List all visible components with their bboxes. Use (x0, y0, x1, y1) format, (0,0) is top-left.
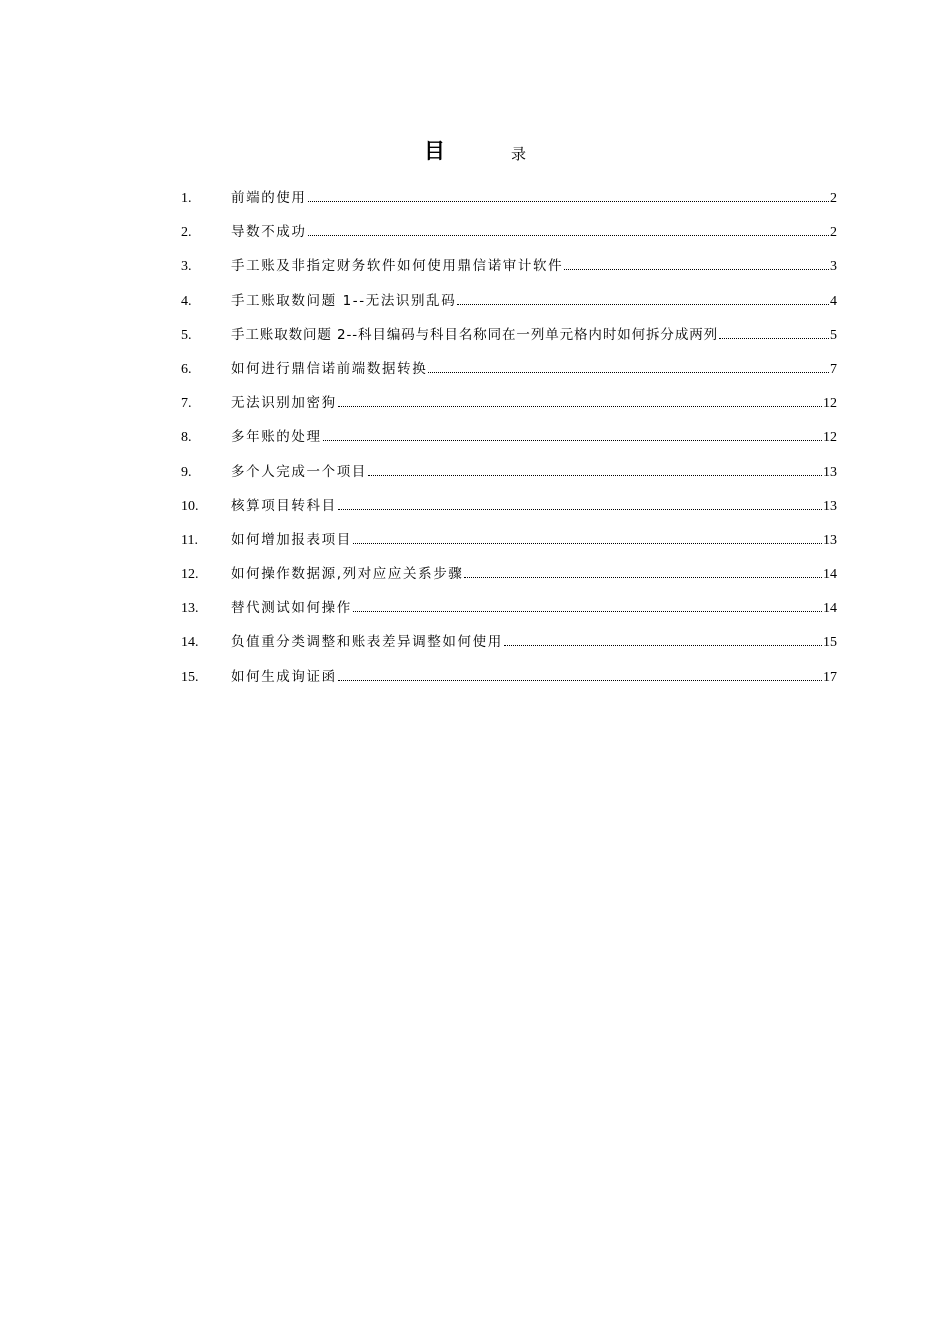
toc-entry-number: 12. (181, 567, 199, 583)
toc-entry-number: 3. (181, 259, 192, 275)
toc-entry-number: 15. (181, 669, 199, 685)
toc-entry-title: 手工账及非指定财务软件如何使用鼎信诺审计软件 (231, 258, 564, 275)
toc-entry-title: 多年账的处理 (231, 429, 322, 446)
toc-dot-leader (457, 304, 829, 305)
toc-dot-leader (368, 475, 822, 476)
toc-entry-number: 8. (181, 430, 192, 446)
toc-entry-page: 13 (823, 464, 837, 480)
toc-dot-leader (428, 372, 829, 373)
toc-entry-number: 5. (181, 327, 192, 343)
toc-dot-leader (338, 680, 822, 681)
toc-entry[interactable] (181, 564, 837, 598)
toc-entry[interactable] (181, 530, 837, 564)
toc-dot-leader (564, 269, 829, 270)
toc-entry[interactable] (181, 462, 837, 496)
toc-entry-page: 12 (823, 396, 837, 412)
toc-entry-number: 2. (181, 225, 192, 241)
toc-entry-number: 7. (181, 396, 192, 412)
toc-dot-leader (464, 577, 822, 578)
toc-title-char-1: 目 (424, 139, 445, 163)
toc-entry-number: 14. (181, 635, 199, 651)
toc-entry[interactable] (181, 325, 837, 359)
toc-entry[interactable] (181, 188, 837, 222)
toc-dot-leader (323, 440, 822, 441)
toc-entry[interactable] (181, 598, 837, 632)
toc-entry-page: 13 (823, 498, 837, 514)
toc-entry-title: 如何增加报表项目 (231, 531, 352, 548)
toc-entry[interactable] (181, 359, 837, 393)
toc-entry-page: 7 (830, 361, 837, 377)
toc-entry-title: 如何进行鼎信诺前端数据转换 (231, 360, 428, 377)
toc-entry-page: 12 (823, 430, 837, 446)
table-of-contents (181, 188, 837, 701)
toc-entry-title: 手工账取数问题 2--科目编码与科目名称同在一列单元格内时如何拆分成两列 (231, 326, 719, 343)
toc-entry-title: 替代测试如何操作 (231, 600, 352, 617)
toc-entry[interactable] (181, 222, 837, 256)
toc-dot-leader (308, 201, 830, 202)
toc-entry[interactable] (181, 632, 837, 666)
toc-entry-page: 3 (830, 259, 837, 275)
toc-entry-title: 无法识别加密狗 (231, 395, 337, 412)
toc-entry-title: 导数不成功 (231, 224, 307, 241)
toc-entry-page: 5 (830, 327, 837, 343)
toc-dot-leader (338, 406, 822, 407)
toc-entry-page: 14 (823, 567, 837, 583)
toc-title (0, 135, 950, 165)
toc-title-char-2: 录 (511, 145, 527, 163)
toc-entry-page: 4 (830, 293, 837, 309)
toc-entry-page: 17 (823, 669, 837, 685)
toc-entry-number: 6. (181, 361, 192, 377)
toc-dot-leader (308, 235, 830, 236)
toc-entry-title: 核算项目转科目 (231, 497, 337, 514)
toc-entry[interactable] (181, 496, 837, 530)
toc-entry-number: 4. (181, 293, 192, 309)
toc-entry-title: 前端的使用 (231, 190, 307, 206)
toc-entry-page: 2 (830, 225, 837, 241)
toc-entry-title: 如何生成询证函 (231, 668, 337, 685)
toc-dot-leader (719, 338, 829, 339)
toc-entry-page: 2 (830, 191, 837, 206)
toc-entry-page: 15 (823, 635, 837, 651)
toc-entry-number: 1. (181, 191, 192, 206)
toc-entry-title: 多个人完成一个项目 (231, 463, 367, 480)
toc-entry-page: 13 (823, 532, 837, 548)
toc-entry[interactable] (181, 291, 837, 325)
toc-dot-leader (504, 645, 822, 646)
toc-dot-leader (338, 509, 822, 510)
toc-entry-number: 10. (181, 498, 199, 514)
toc-entry[interactable] (181, 427, 837, 461)
toc-entry-page: 14 (823, 601, 837, 617)
toc-entry[interactable] (181, 667, 837, 701)
toc-entry-number: 9. (181, 464, 192, 480)
toc-entry-title: 负值重分类调整和账表差异调整如何使用 (231, 634, 503, 651)
toc-entry[interactable] (181, 393, 837, 427)
toc-entry-title: 手工账取数问题 1--无法识别乱码 (231, 292, 457, 309)
toc-entry-number: 11. (181, 532, 198, 548)
toc-entry-number: 13. (181, 601, 199, 617)
toc-dot-leader (353, 611, 822, 612)
toc-dot-leader (353, 543, 822, 544)
toc-entry[interactable] (181, 256, 837, 290)
toc-entry-title: 如何操作数据源,列对应应关系步骤 (231, 566, 464, 583)
